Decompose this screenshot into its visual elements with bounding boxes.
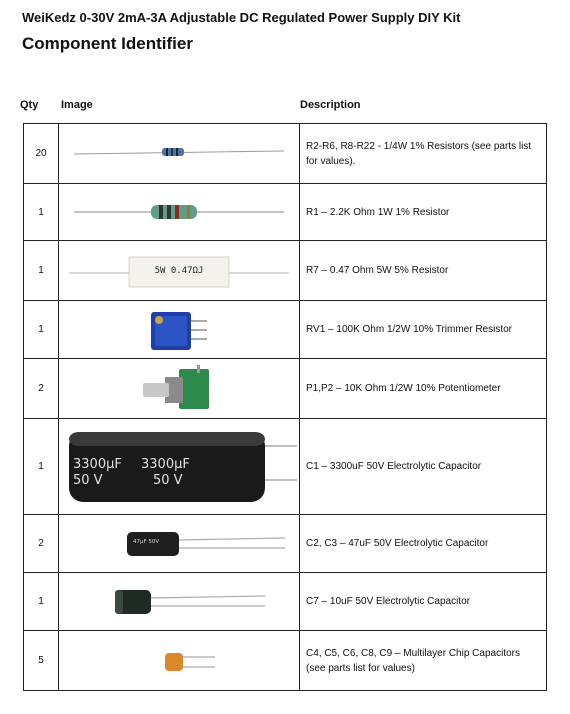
capacitor-marking-value-2: 3300μF	[141, 456, 190, 472]
capacitor-marking: 47μF 50V	[133, 538, 160, 545]
table-row	[24, 573, 547, 631]
column-header-qty: Qty	[20, 99, 39, 111]
column-header-image: Image	[61, 99, 93, 111]
resistor-marking: 5W 0.47ΩJ	[154, 265, 204, 276]
chip-capacitor-image	[69, 643, 289, 679]
qty-cell: 1	[24, 241, 59, 301]
description-cell: C7 – 10uF 50V Electrolytic Capacitor	[300, 573, 547, 631]
qty-cell: 20	[24, 124, 59, 184]
table-row	[24, 359, 547, 419]
image-cell	[59, 631, 300, 691]
trimmer-resistor-image	[69, 306, 289, 354]
capacitor-10uf-image	[69, 584, 289, 620]
table-row	[24, 184, 547, 241]
qty-cell: 5	[24, 631, 59, 691]
description-cell: RV1 – 100K Ohm 1/2W 10% Trimmer Resistor	[300, 301, 547, 359]
qty-cell: 1	[24, 573, 59, 631]
image-cell	[59, 359, 300, 419]
description-cell: R2-R6, R8-R22 - 1/4W 1% Resistors (see parts list for values).	[300, 124, 547, 184]
image-cell	[59, 573, 300, 631]
small-resistor-image	[69, 139, 289, 169]
description-cell: C4, C5, C6, C8, C9 – Multilayer Chip Capacitors (see parts list for values)	[300, 631, 547, 691]
image-cell	[59, 419, 300, 515]
component-table	[23, 123, 547, 691]
capacitor-marking-value: 3300μF	[73, 456, 122, 472]
capacitor-marking-voltage-2: 50 V	[153, 472, 183, 488]
table-row	[24, 631, 547, 691]
qty-cell: 1	[24, 419, 59, 515]
resistor-1w-image	[69, 197, 289, 227]
qty-cell: 2	[24, 359, 59, 419]
document-subtitle: Component Identifier	[22, 34, 193, 53]
table-row	[24, 241, 547, 301]
qty-cell: 1	[24, 184, 59, 241]
column-header-description: Description	[300, 99, 361, 111]
ceramic-resistor-image	[69, 251, 289, 291]
large-capacitor-image	[61, 424, 297, 510]
qty-cell: 1	[24, 301, 59, 359]
description-cell: P1,P2 – 10K Ohm 1/2W 10% Potentiometer	[300, 359, 547, 419]
table-row	[24, 515, 547, 573]
table-row	[24, 301, 547, 359]
description-cell: C2, C3 – 47uF 50V Electrolytic Capacitor	[300, 515, 547, 573]
document-title: WeiKedz 0-30V 2mA-3A Adjustable DC Regulated Power Supply DIY Kit	[22, 10, 461, 25]
image-cell	[59, 301, 300, 359]
description-cell: R1 – 2.2K Ohm 1W 1% Resistor	[300, 184, 547, 241]
capacitor-marking-voltage: 50 V	[73, 472, 103, 488]
table-row	[24, 419, 547, 515]
potentiometer-image	[69, 363, 289, 415]
image-cell	[59, 124, 300, 184]
table-row	[24, 124, 547, 184]
description-cell: C1 – 3300uF 50V Electrolytic Capacitor	[300, 419, 547, 515]
image-cell	[59, 241, 300, 301]
image-cell	[59, 515, 300, 573]
image-cell	[59, 184, 300, 241]
description-cell: R7 – 0.47 Ohm 5W 5% Resistor	[300, 241, 547, 301]
capacitor-47uf-image	[69, 524, 289, 564]
qty-cell: 2	[24, 515, 59, 573]
